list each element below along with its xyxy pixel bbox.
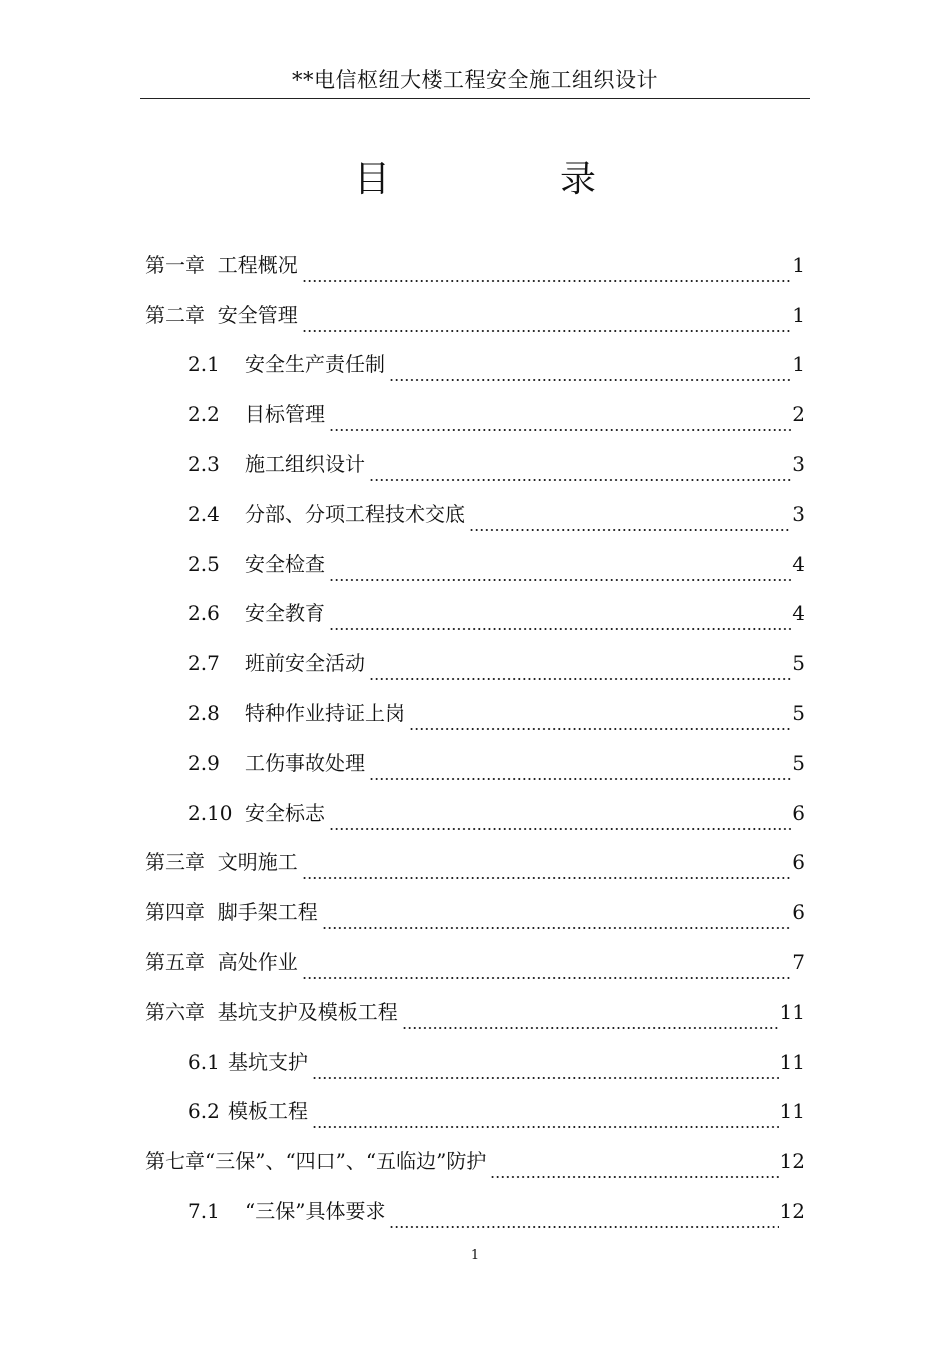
toc-dot-leader [369,479,791,481]
toc-entry-page: 11 [779,1049,805,1074]
toc-section-entry[interactable] [0,539,950,589]
toc-entry-number: 第七章 [145,1149,205,1174]
toc-entry-page: 11 [779,999,805,1024]
toc-section-entry[interactable] [0,439,950,489]
toc-entry-page: 7 [792,950,805,975]
toc-entry-label: 特种作业持证上岗 [245,701,405,726]
toc-dot-leader [469,529,791,531]
toc-entry-number: 第三章 [145,850,205,875]
toc-dot-leader [369,678,791,680]
toc-entry-number: 第一章 [145,252,205,277]
toc-section-entry[interactable] [0,489,950,539]
toc-entry-page: 12 [779,1199,805,1224]
toc-dot-leader [302,280,792,282]
toc-entry-page: 6 [792,800,805,825]
toc-entry-page: 5 [792,701,805,726]
toc-chapter-entry[interactable] [0,240,950,290]
toc-chapter-entry[interactable] [0,290,950,340]
toc-entry-label: 班前安全活动 [245,651,365,676]
toc-entry-page: 6 [792,850,805,875]
toc-dot-leader [369,778,791,780]
toc-section-entry[interactable] [0,340,950,390]
toc-entry-label: “三保”具体要求 [245,1199,386,1224]
toc-entry-number: 2.5 [188,551,220,576]
toc-entry-number: 2.1 [188,352,220,377]
toc-entry-page: 1 [792,352,805,377]
toc-section-entry[interactable] [0,1037,950,1087]
toc-dot-leader [329,628,791,630]
toc-entry-label: 安全教育 [245,601,325,626]
toc-chapter-entry[interactable] [0,987,950,1037]
toc-chapter-entry[interactable] [0,887,950,937]
toc-chapter-entry[interactable] [0,937,950,987]
toc-entry-page: 1 [792,302,805,327]
toc-entry-label: 分部、分项工程技术交底 [245,501,465,526]
toc-entry-page: 12 [779,1149,805,1174]
toc-entry-label: “三保”、“四口”、“五临边”防护 [205,1149,487,1174]
toc-dot-leader [322,927,792,929]
toc-dot-leader [312,1077,779,1079]
toc-entry-label: 施工组织设计 [245,452,365,477]
toc-entry-label: 目标管理 [245,402,325,427]
toc-entry-number: 第二章 [145,302,205,327]
toc-entry-gap [205,999,218,1025]
toc-section-entry[interactable] [0,389,950,439]
toc-entry-number: 第四章 [145,900,205,925]
toc-entry-page: 4 [792,601,805,626]
toc-entry-label: 工伤事故处理 [245,750,365,775]
toc-section-entry[interactable] [0,1087,950,1137]
toc-dot-leader [329,429,791,431]
toc-entry-gap [205,899,218,925]
toc-dot-leader [490,1176,778,1178]
toc-heading-char-2: 录 [560,159,597,200]
toc-dot-leader [389,379,791,381]
toc-entry-label: 工程概况 [217,252,298,277]
footer-page-number: 1 [470,1248,480,1263]
toc-entry-page: 3 [792,501,805,526]
toc-dot-leader [329,579,791,581]
toc-entry-number: 2.8 [188,701,220,726]
toc-entry-page: 11 [779,1099,805,1124]
toc-section-entry[interactable] [0,788,950,838]
toc-entry-page: 3 [792,452,805,477]
toc-dot-leader [329,828,791,830]
toc-entry-number: 2.6 [188,601,220,626]
toc-entry-page: 5 [792,651,805,676]
toc-chapter-entry[interactable] [0,838,950,888]
toc-entry-number: 7.1 [188,1199,220,1224]
toc-section-entry[interactable] [0,638,950,688]
toc-entry-label: 高处作业 [217,950,298,975]
toc-entry-label: 安全生产责任制 [245,352,385,377]
toc-dot-leader [389,1226,778,1228]
toc-entry-number: 2.4 [188,501,220,526]
toc-entry-label: 基坑支护 [228,1049,308,1074]
toc-entry-label: 基坑支护及模板工程 [217,999,398,1024]
toc-entry-page: 1 [792,252,805,277]
toc-dot-leader [302,330,792,332]
toc-section-entry[interactable] [0,589,950,639]
toc-entry-number: 第六章 [145,999,205,1024]
toc-entry-page: 5 [792,750,805,775]
toc-dot-leader [312,1126,779,1128]
toc-chapter-entry[interactable] [0,1136,950,1186]
toc-heading-char-1: 目 [354,159,391,200]
toc-entry-gap [205,849,218,875]
toc-entry-page: 6 [792,900,805,925]
toc-entry-label: 安全标志 [245,800,325,825]
toc-section-entry[interactable] [0,738,950,788]
toc-entry-page: 2 [792,402,805,427]
toc-entry-gap [205,302,218,328]
toc-entry-number: 2.10 [188,800,233,825]
toc-entry-number: 第五章 [145,950,205,975]
toc-section-entry[interactable] [0,688,950,738]
toc-entry-gap [205,252,218,278]
page-header-title: **电信枢纽大楼工程安全施工组织设计 [292,68,658,92]
toc-dot-leader [302,877,792,879]
toc-entry-number: 2.9 [188,750,220,775]
toc-entry-label: 文明施工 [217,850,298,875]
toc-entry-number: 6.1 [188,1049,220,1074]
toc-entry-gap [205,949,218,975]
toc-entry-number: 2.3 [188,452,220,477]
table-of-contents [0,240,950,1236]
toc-heading [0,155,950,205]
toc-entry-label: 脚手架工程 [217,900,318,925]
toc-dot-leader [302,977,792,979]
toc-entry-number: 2.2 [188,402,220,427]
toc-entry-number: 6.2 [188,1099,220,1124]
header-divider [140,98,810,99]
toc-dot-leader [409,728,791,730]
toc-entry-label: 安全检查 [245,551,325,576]
toc-entry-page: 4 [792,551,805,576]
toc-entry-label: 模板工程 [228,1099,308,1124]
toc-dot-leader [402,1027,779,1029]
toc-section-entry[interactable] [0,1186,950,1236]
toc-entry-number: 2.7 [188,651,220,676]
toc-entry-label: 安全管理 [217,302,298,327]
